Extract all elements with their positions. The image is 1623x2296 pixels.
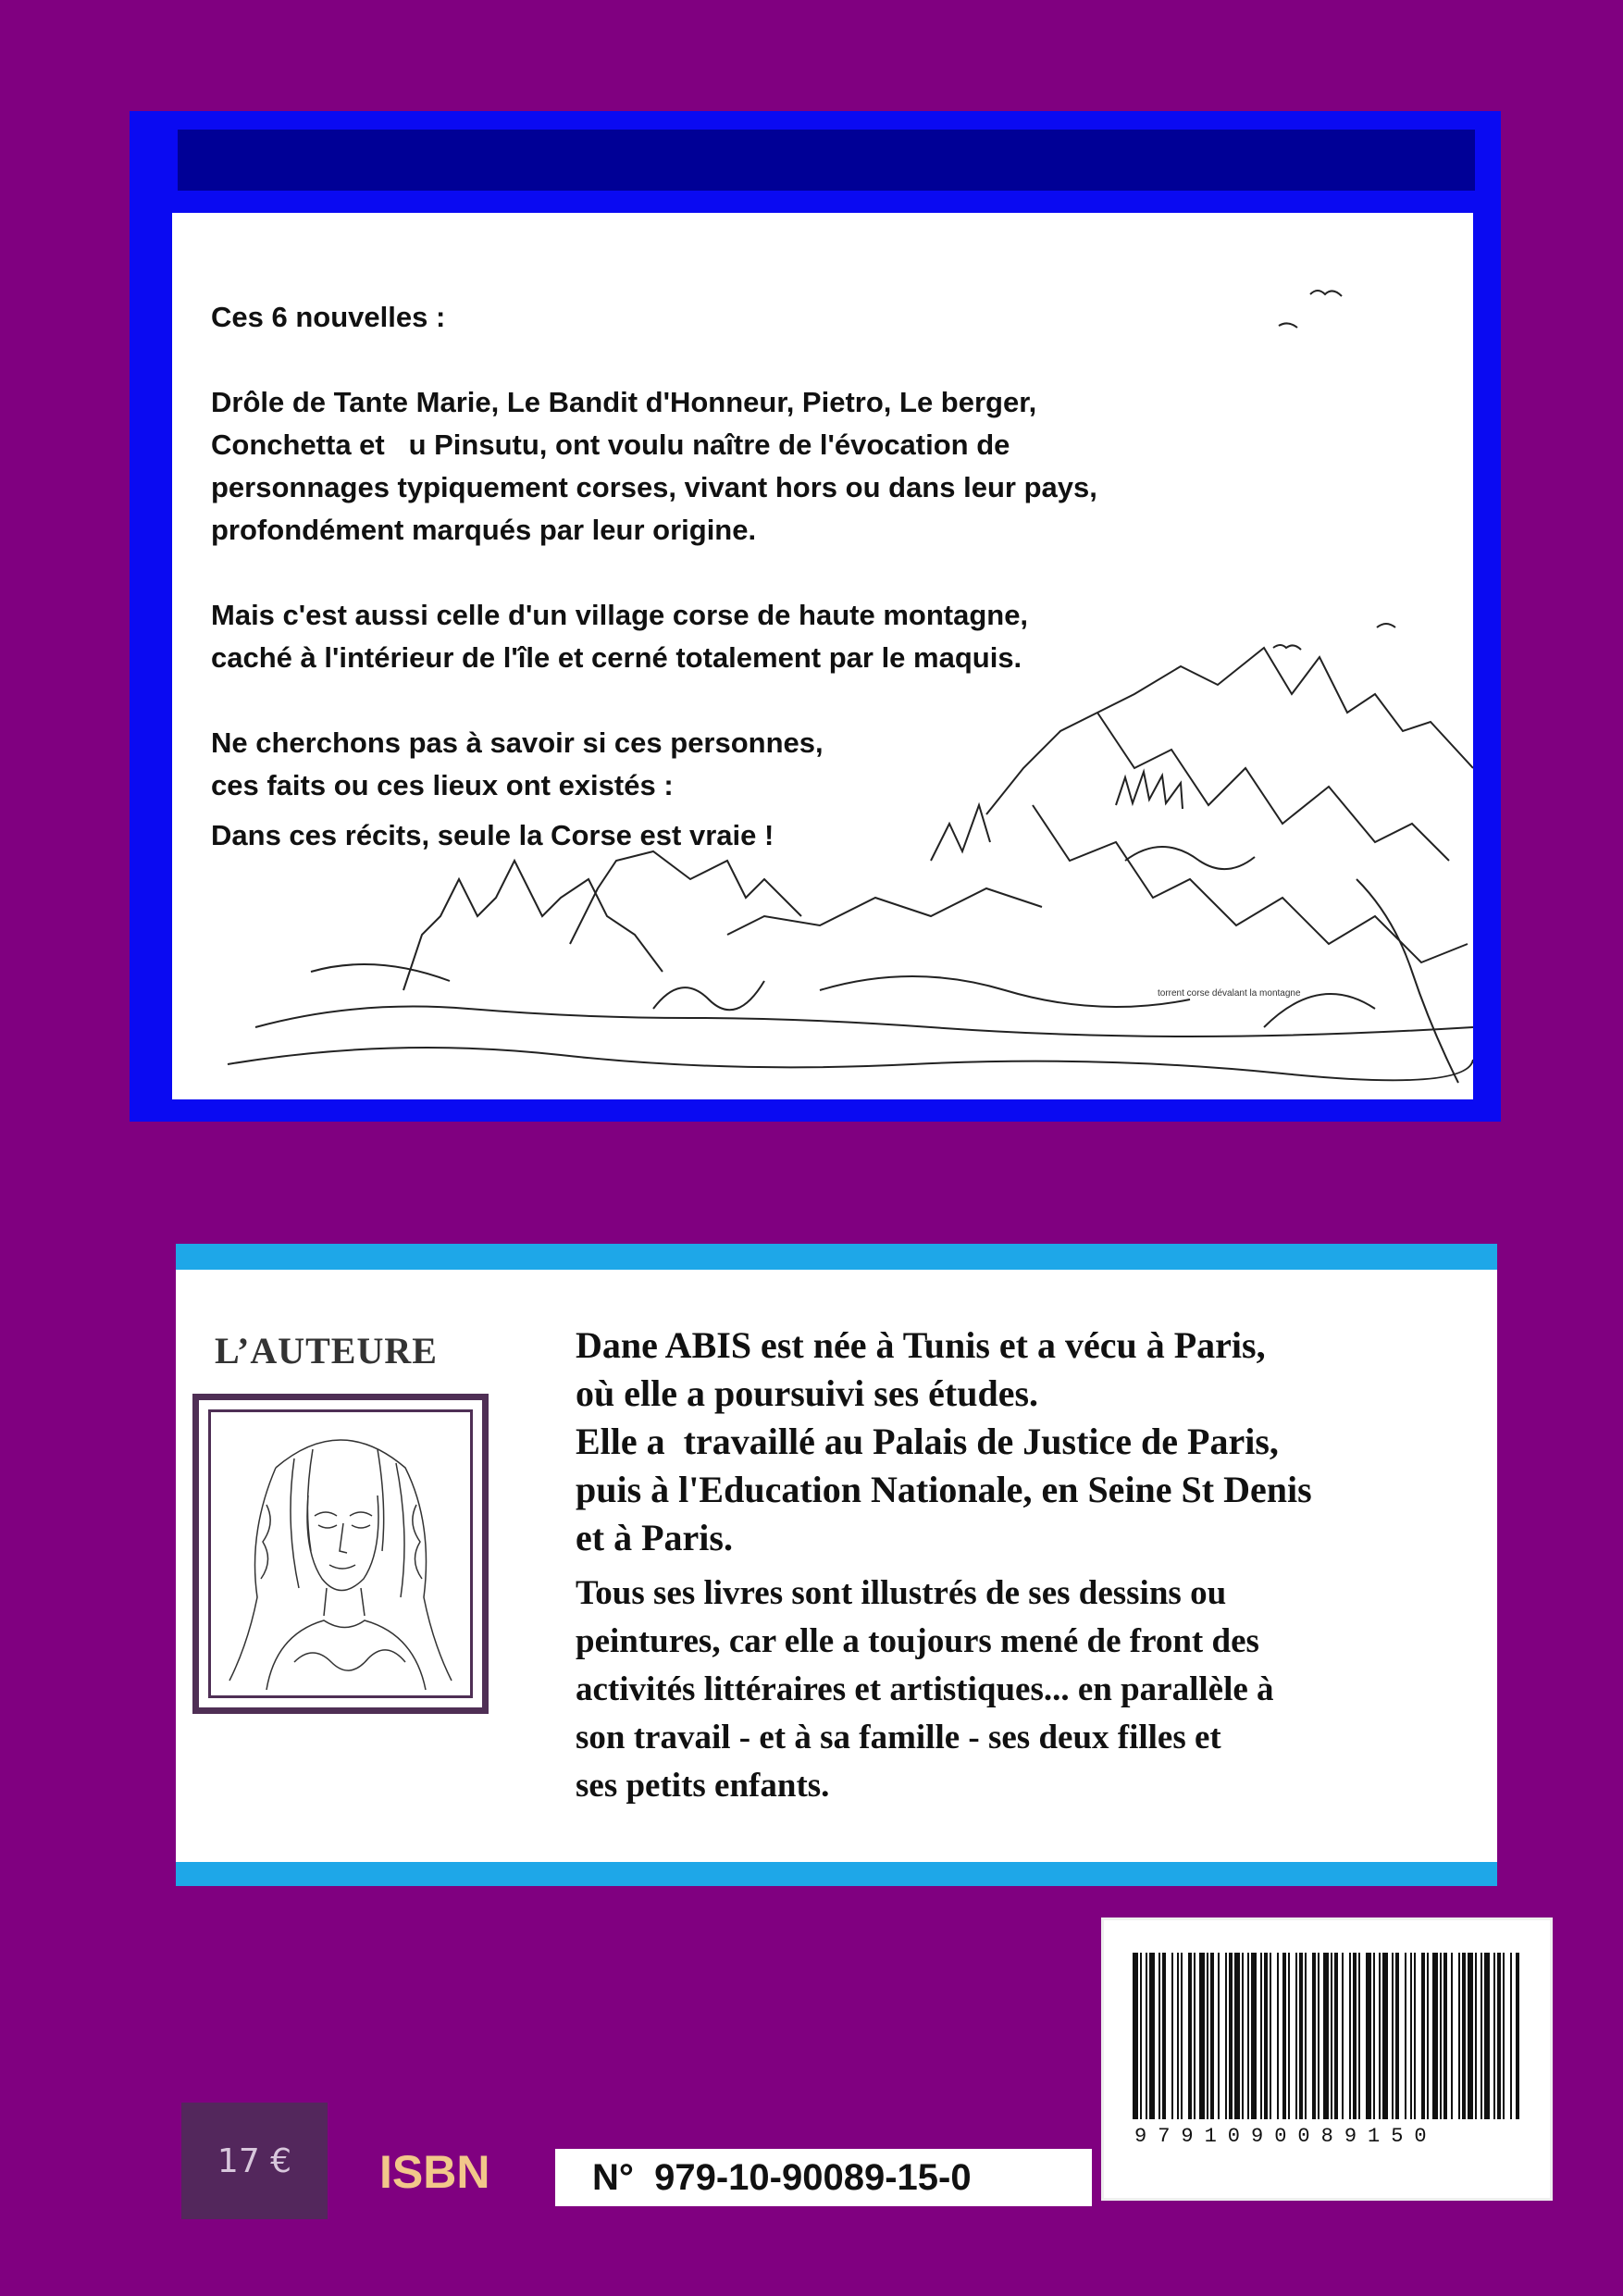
barcode-bar [1282,1953,1286,2119]
barcode-bar [1382,1953,1388,2119]
barcode-bar [1305,1953,1307,2119]
barcode-box [1101,1917,1553,2201]
barcode-bar [1194,1953,1196,2119]
barcode-bar [1318,1953,1319,2119]
barcode-bar [1242,1953,1244,2119]
barcode-bar [1373,1953,1375,2119]
barcode-bar [1171,1953,1173,2119]
blurb-panel [172,213,1473,1099]
author-bio-part2: Tous ses livres sont illustrés de ses dessins ou peintures, car elle a toujours mené de front des activités littéraires et artistiques... en parallèle à son travail - et à sa famille - ses deux filles et ses petits enfants. [576,1574,1274,1805]
author-bio [576,1322,1501,1810]
author-heading: L’AUTEURE [215,1330,438,1371]
barcode-bar [1133,1953,1138,2119]
barcode-bar [1353,1953,1357,2119]
barcode-bar [1251,1953,1257,2119]
isbn-label: ISBN [379,2146,490,2198]
barcode-bar [1451,1953,1453,2119]
portrait-frame [192,1394,489,1714]
barcode-bar [1234,1953,1240,2119]
barcode-bar [1181,1953,1183,2119]
barcode-bar [1162,1953,1166,2119]
barcode-bar [1484,1953,1490,2119]
barcode-bar [1395,1953,1399,2119]
barcode-bar [1427,1953,1429,2119]
barcode-bar [1516,1953,1519,2119]
blurb-intro: Ces 6 nouvelles : [211,301,446,333]
barcode-bar [1210,1953,1214,2119]
barcode-icon [1133,1953,1521,2119]
barcode-digits: 9791090089150 [1134,2125,1438,2148]
barcode-bar [1323,1953,1329,2119]
blurb-header-bar [178,130,1475,191]
price-badge: 17 € [181,2103,328,2219]
barcode-bar [1414,1953,1416,2119]
blurb-text [211,296,1395,900]
portrait-inner-border [208,1409,473,1698]
barcode-bar [1510,1953,1512,2119]
blurb-frame [130,111,1501,1122]
barcode-bar [1366,1953,1371,2119]
barcode-bar [1342,1953,1344,2119]
barcode-bar [1264,1953,1268,2119]
barcode-bar [1379,1953,1381,2119]
barcode-bar [1295,1953,1297,2119]
barcode-bar [1481,1953,1482,2119]
barcode-bar [1349,1953,1351,2119]
barcode-bar [1458,1953,1460,2119]
barcode-bar [1229,1953,1233,2119]
author-stripe-bottom [176,1862,1497,1886]
barcode-bar [1149,1953,1155,2119]
barcode-bar [1207,1953,1208,2119]
barcode-bar [1277,1953,1279,2119]
author-stripe-top [176,1244,1497,1270]
barcode-bar [1410,1953,1412,2119]
blurb-closing: Dans ces récits, seule la Corse est vraie ! [211,819,774,851]
blurb-paragraph-1: Drôle de Tante Marie, Le Bandit d'Honneur, Pietro, Le berger, Conchetta et u Pinsutu, ont voulu naître de l'évocation de personnages typiquement corses, vivant hors ou dans leur pays, profondément marqués par leur origine. [211,386,1097,546]
barcode-bar [1146,1953,1147,2119]
barcode-bar [1432,1953,1438,2119]
isbn-number: N° 979-10-90089-15-0 [592,2156,972,2198]
barcode-bar [1497,1953,1501,2119]
barcode-bar [1462,1953,1466,2119]
barcode-bar [1405,1953,1406,2119]
author-box [176,1244,1497,1886]
barcode-bar [1493,1953,1495,2119]
barcode-bar [1247,1953,1249,2119]
barcode-bar [1199,1953,1205,2119]
author-bio-part1: Dane ABIS est née à Tunis et a vécu à Paris, où elle a poursuivi ses études. Elle a travaillé au Palais de Justice de Paris, puis à l'Education Nationale, en Seine St Denis et à Paris. [576,1324,1312,1558]
barcode-bar [1288,1953,1290,2119]
illustration-caption: torrent corse dévalant la montagne [1158,988,1301,999]
barcode-bar [1392,1953,1394,2119]
barcode-bar [1225,1953,1227,2119]
barcode-bar [1140,1953,1142,2119]
barcode-bar [1421,1953,1425,2119]
barcode-bar [1443,1953,1447,2119]
barcode-bar [1475,1953,1477,2119]
barcode-bar [1358,1953,1360,2119]
barcode-bar [1188,1953,1192,2119]
barcode-bar [1158,1953,1160,2119]
blurb-paragraph-2: Mais c'est aussi celle d'un village corse de haute montagne, caché à l'intérieur de l'île et cerné totalement par le maquis. [211,599,1029,674]
barcode-bar [1260,1953,1262,2119]
barcode-bar [1218,1953,1220,2119]
blurb-paragraph-3: Ne cherchons pas à savoir si ces personnes, ces faits ou ces lieux ont existés : [211,726,824,801]
barcode-bar [1312,1953,1316,2119]
portrait-sketch-icon [211,1412,476,1695]
barcode-bar [1468,1953,1473,2119]
barcode-bar [1440,1953,1442,2119]
barcode-bar [1177,1953,1179,2119]
barcode-bar [1331,1953,1332,2119]
barcode-bar [1270,1953,1271,2119]
barcode-bar [1299,1953,1303,2119]
isbn-number-box [555,2149,1092,2206]
barcode-bar [1334,1953,1338,2119]
barcode-bar [1503,1953,1505,2119]
